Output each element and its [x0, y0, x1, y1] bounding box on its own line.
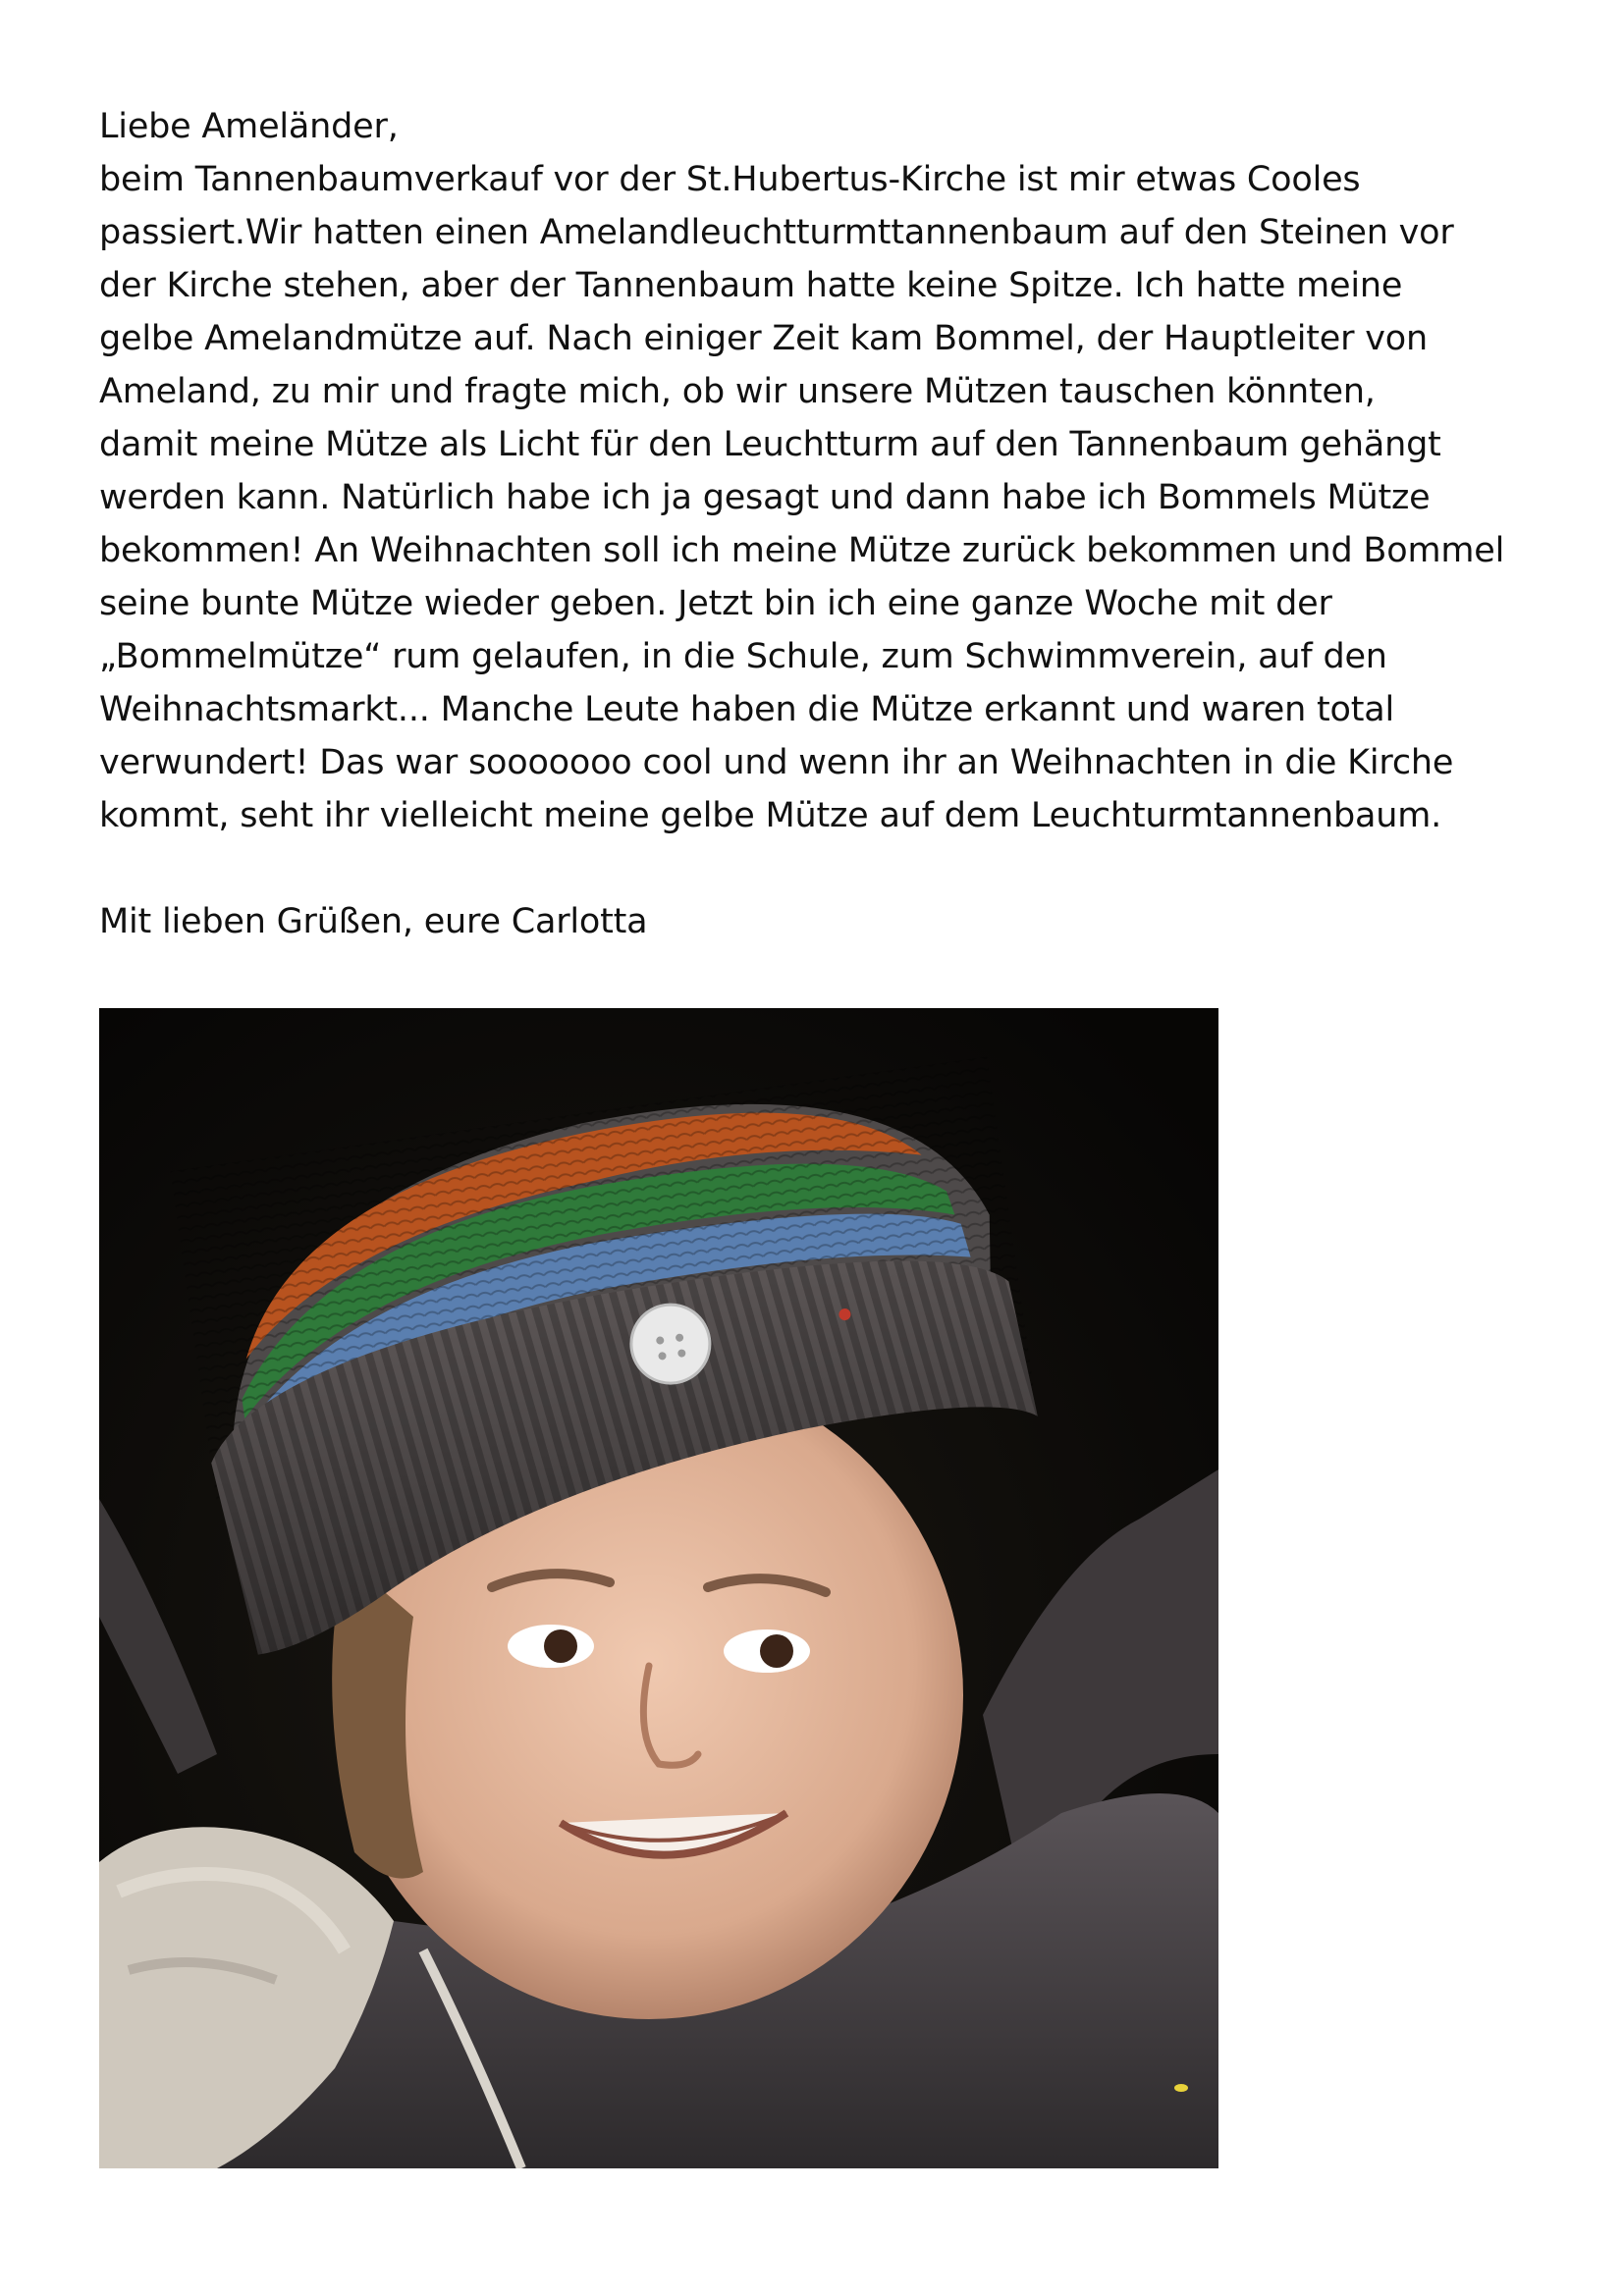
- yellow-light: [1174, 2084, 1188, 2092]
- letter-line: der Kirche stehen, aber der Tannenbaum hatte keine Spitze. Ich hatte meine: [99, 266, 1403, 305]
- letter-text: [99, 100, 1533, 948]
- letter-line: passiert.Wir hatten einen Amelandleuchtturmttannenbaum auf den Steinen vor: [99, 213, 1454, 252]
- letter-line: Weihnachtsmarkt... Manche Leute haben die Mütze erkannt und waren total: [99, 690, 1395, 729]
- salutation: Liebe Ameländer,: [99, 107, 399, 146]
- letter-line: gelbe Amelandmütze auf. Nach einiger Zeit kam Bommel, der Hauptleiter von: [99, 319, 1428, 358]
- letter-line: kommt, seht ihr vielleicht meine gelbe Mütze auf dem Leuchturmtannenbaum.: [99, 796, 1442, 835]
- letter-line: verwundert! Das war sooooooo cool und wenn ihr an Weihnachten in die Kirche: [99, 743, 1454, 782]
- photo-child-with-hat: [99, 1008, 1218, 2168]
- letter-line: „Bommelmütze“ rum gelaufen, in die Schule, zum Schwimmverein, auf den: [99, 637, 1387, 676]
- paragraph-gap: [99, 842, 1533, 895]
- letter-line: seine bunte Mütze wieder geben. Jetzt bin ich eine ganze Woche mit der: [99, 584, 1332, 623]
- letter-line: Ameland, zu mir und fragte mich, ob wir unsere Mützen tauschen könnten,: [99, 372, 1376, 411]
- letter-line: bekommen! An Weihnachten soll ich meine Mütze zurück bekommen und Bommel: [99, 531, 1505, 570]
- letter-line: werden kann. Natürlich habe ich ja gesagt und dann habe ich Bommels Mütze: [99, 478, 1431, 517]
- closing: Mit lieben Grüßen, eure Carlotta: [99, 902, 648, 941]
- letter-line: damit meine Mütze als Licht für den Leuchtturm auf den Tannenbaum gehängt: [99, 425, 1441, 464]
- photo-illustration: [99, 1008, 1218, 2168]
- letter-line: beim Tannenbaumverkauf vor der St.Hubertus-Kirche ist mir etwas Cooles: [99, 160, 1361, 199]
